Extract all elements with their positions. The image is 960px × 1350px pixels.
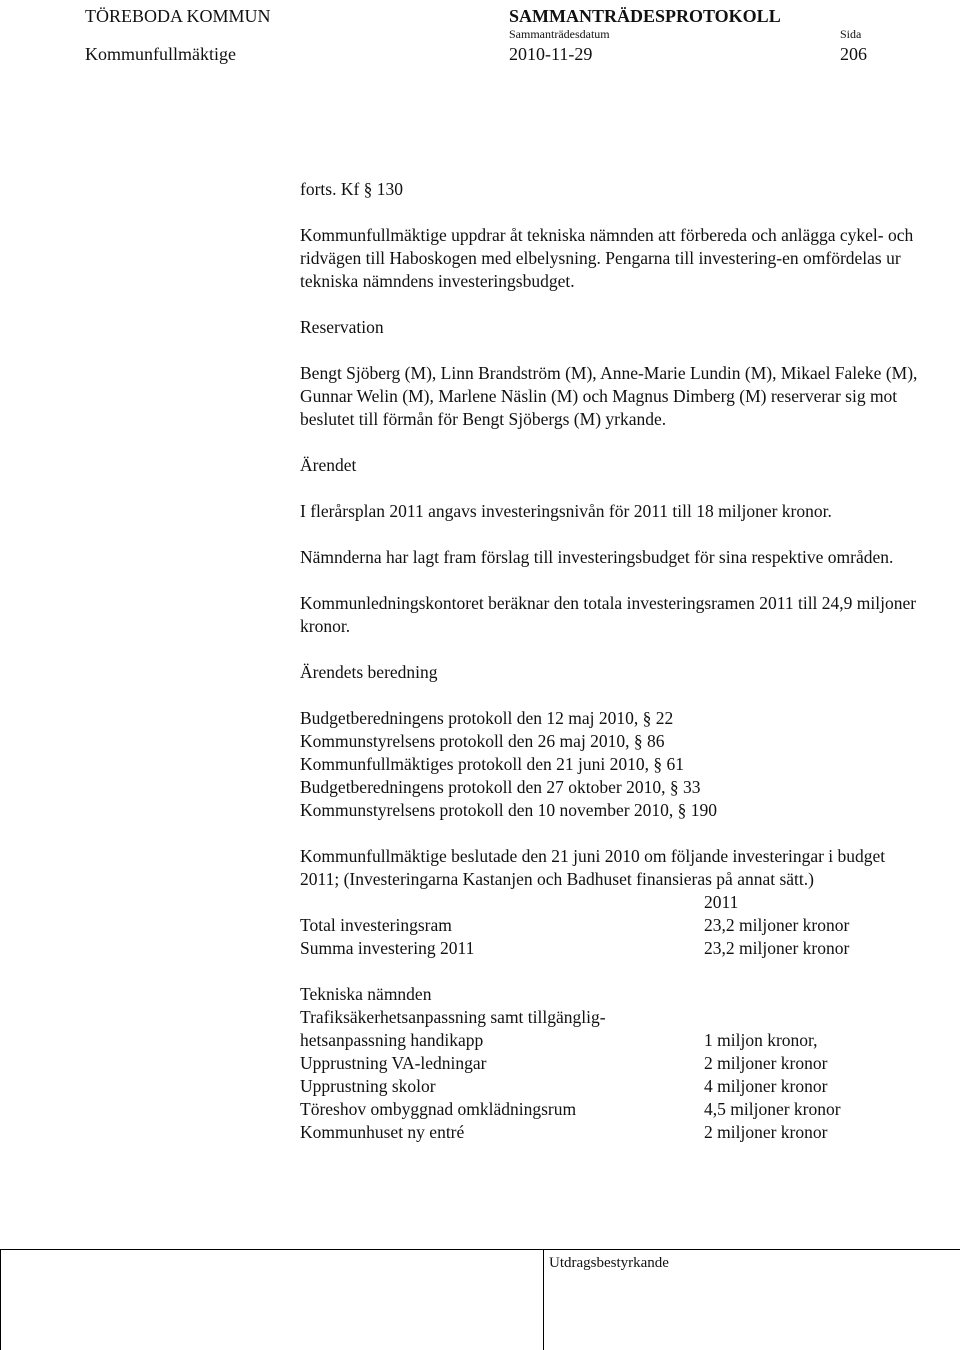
row-value: 2 miljoner kronor (704, 1053, 828, 1073)
table-row (300, 1121, 920, 1144)
table-row (300, 1075, 920, 1098)
page-number: 206 (840, 44, 867, 64)
beredning-list (300, 707, 920, 822)
arendet-paragraph-2: Nämnderna har lagt fram förslag till investeringsbudget för sina respektive områden. (300, 547, 894, 567)
list-item: Budgetberedningens protokoll den 27 oktober 2010, § 33 (300, 777, 701, 797)
row-label: hetsanpassning handikapp (300, 1030, 484, 1050)
document-type: SAMMANTRÄDESPROTOKOLL (509, 6, 781, 26)
decision-paragraph: Kommunfullmäktige uppdrar åt tekniska nämnden att förbereda och anlägga cykel- och ridvägen till Haboskogen med elbelysning. Pengarna till investering-en omfördelas ur tekniska nämndens investeringsbudget. (300, 225, 914, 291)
reservation-heading: Reservation (300, 317, 384, 337)
row-value: 1 miljon kronor, (704, 1030, 818, 1050)
org-name: TÖREBODA KOMMUN (85, 6, 271, 26)
list-item: Kommunstyrelsens protokoll den 26 maj 2010, § 86 (300, 731, 665, 751)
arendet-paragraph-3: Kommunledningskontoret beräknar den totala investeringsramen 2011 till 24,9 miljoner kronor. (300, 593, 917, 636)
row-label: Töreshov ombyggnad omklädningsrum (300, 1099, 577, 1119)
tekniska-line: Trafiksäkerhetsanpassning samt tillgänglig- (300, 1007, 606, 1027)
page-label: Sida (840, 27, 862, 41)
table-row (300, 914, 920, 937)
table-row (300, 1029, 920, 1052)
row-value: 4 miljoner kronor (704, 1076, 828, 1096)
meeting-date: 2010-11-29 (509, 44, 593, 64)
row-label: Total investeringsram (300, 915, 452, 935)
row-label: Summa investering 2011 (300, 938, 475, 958)
row-label: Upprustning VA-ledningar (300, 1053, 487, 1073)
table-row (300, 937, 920, 960)
list-item: Budgetberedningens protokoll den 12 maj 2010, § 22 (300, 708, 674, 728)
document-body (300, 178, 920, 1144)
footer-divider (0, 1249, 960, 1250)
continued-heading: forts. Kf § 130 (300, 179, 404, 199)
list-item: Kommunfullmäktiges protokoll den 21 juni 2010, § 61 (300, 754, 685, 774)
row-label: Upprustning skolor (300, 1076, 436, 1096)
year-header-row (300, 891, 920, 914)
row-value: 4,5 miljoner kronor (704, 1099, 841, 1119)
table-row (300, 1098, 920, 1121)
arendet-heading: Ärendet (300, 455, 357, 475)
date-label: Sammanträdesdatum (509, 27, 610, 41)
row-label: Kommunhuset ny entré (300, 1122, 465, 1142)
footer-box-border (0, 1249, 1, 1350)
row-value: 23,2 miljoner kronor (704, 938, 850, 958)
row-value: 2 miljoner kronor (704, 1122, 828, 1142)
row-value: 23,2 miljoner kronor (704, 915, 850, 935)
reservation-paragraph: Bengt Sjöberg (M), Linn Brandström (M), Anne-Marie Lundin (M), Mikael Faleke (M), Gunnar Welin (M), Marlene Näslin (M) och Magnus Dimberg (M) reserverar sig mot beslutet till förmån för Bengt Sjöbergs (M) yrkande. (300, 363, 918, 429)
body-name: Kommunfullmäktige (85, 44, 236, 64)
footer-box-border (543, 1249, 544, 1350)
arendet-paragraph-1: I flerårsplan 2011 angavs investeringsnivån för 2011 till 18 miljoner kronor. (300, 501, 832, 521)
footer-label: Utdragsbestyrkande (549, 1255, 669, 1271)
list-item: Kommunstyrelsens protokoll den 10 november 2010, § 190 (300, 800, 718, 820)
beredning-heading: Ärendets beredning (300, 662, 438, 682)
table-row (300, 1052, 920, 1075)
tekniska-heading: Tekniska nämnden (300, 984, 432, 1004)
budget-intro: Kommunfullmäktige beslutade den 21 juni 2010 om följande investeringar i budget 2011; (Investeringarna Kastanjen och Badhuset finansieras på annat sätt.) (300, 846, 886, 889)
year-header: 2011 (704, 892, 739, 912)
